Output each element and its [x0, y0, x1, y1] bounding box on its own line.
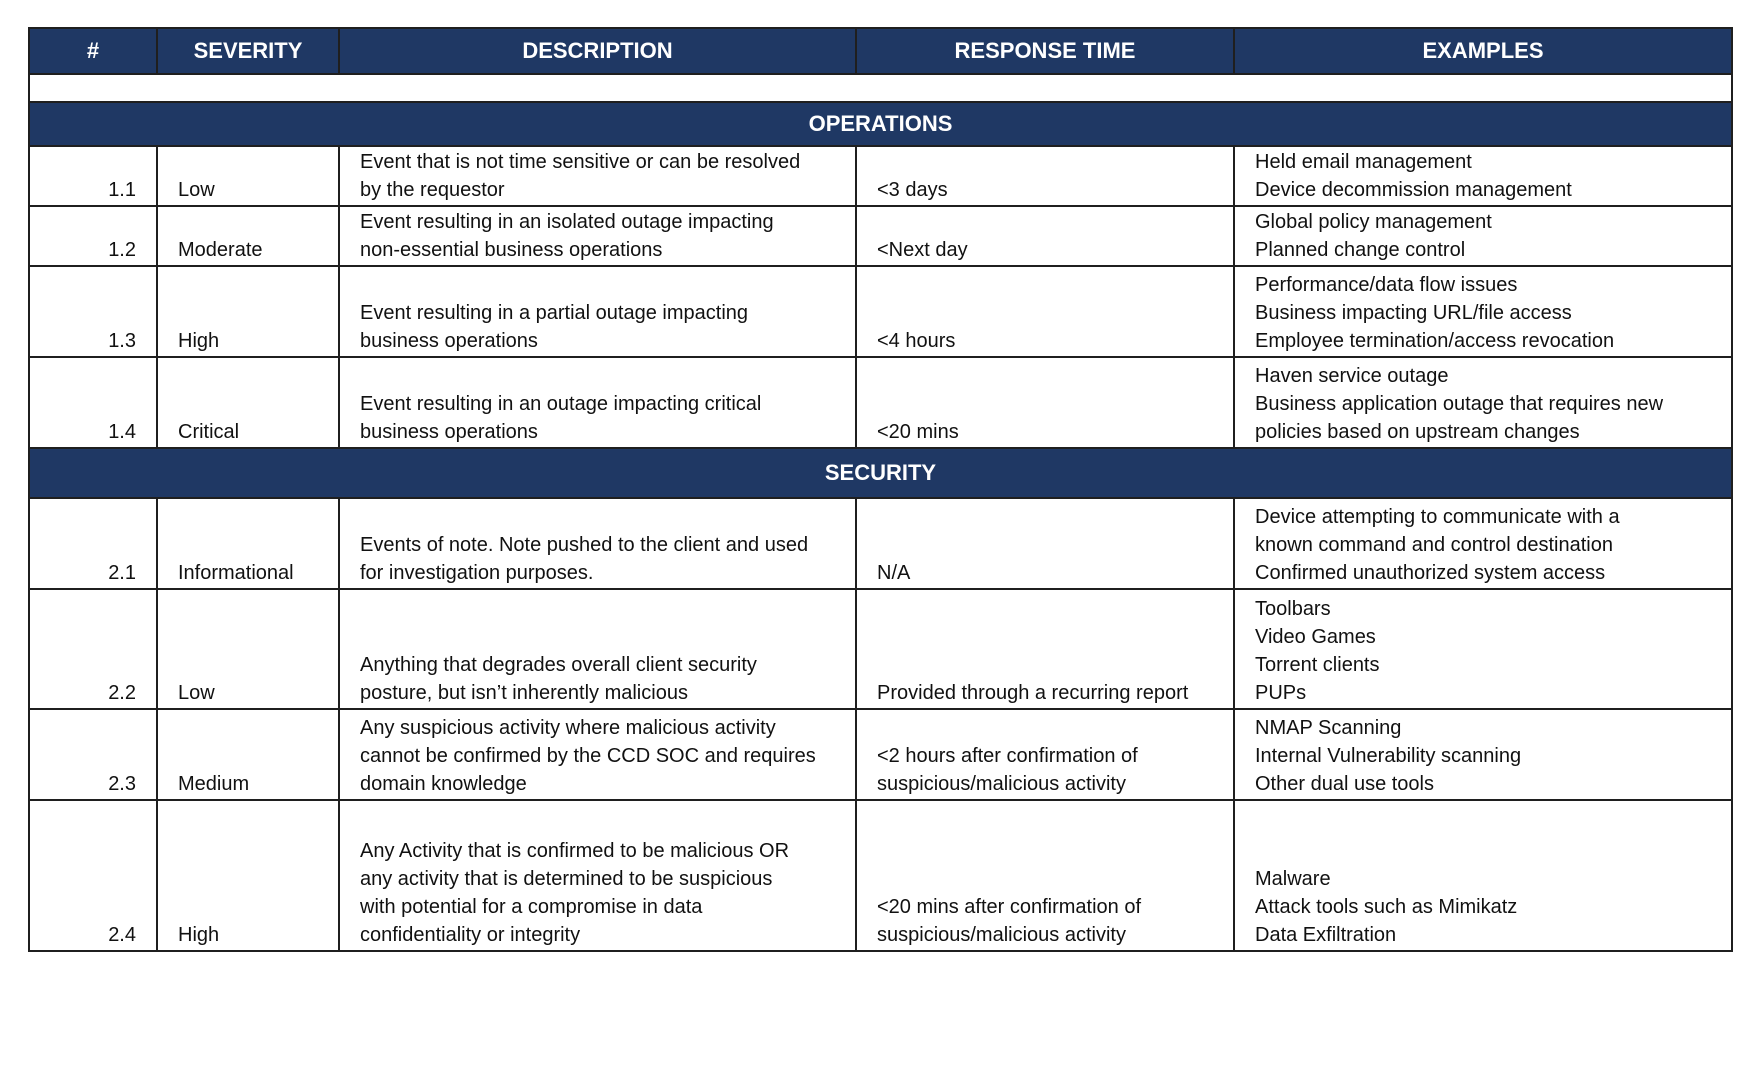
examples-cell-line: Torrent clients: [1255, 654, 1380, 676]
examples-cell-line: Employee termination/access revocation: [1255, 330, 1615, 352]
examples-cell-line: Toolbars: [1255, 598, 1331, 620]
severity-cell: Informational: [157, 498, 339, 589]
severity-cell: High: [157, 266, 339, 357]
response-time-cell-line: <3 days: [877, 179, 948, 201]
examples-cell: [1234, 589, 1732, 709]
examples-cell-line: Held email management: [1255, 151, 1472, 173]
col-header-description: DESCRIPTION: [339, 28, 856, 74]
examples-cell-line: Device attempting to communicate with a: [1255, 506, 1620, 528]
severity-cell: Medium: [157, 709, 339, 800]
description-cell-line: Event resulting in a partial outage impacting: [360, 302, 749, 324]
col-header-examples: EXAMPLES: [1234, 28, 1732, 74]
section-title: OPERATIONS: [29, 102, 1732, 146]
table-row: [29, 800, 1732, 951]
examples-cell-line: Other dual use tools: [1255, 773, 1434, 795]
col-header-severity: SEVERITY: [157, 28, 339, 74]
table-row: [29, 709, 1732, 800]
row-number: 2.3: [29, 709, 157, 800]
response-time-cell: [856, 800, 1234, 951]
description-cell: [339, 266, 856, 357]
row-number: 1.3: [29, 266, 157, 357]
row-number: 2.4: [29, 800, 157, 951]
examples-cell-line: Global policy management: [1255, 211, 1492, 233]
description-cell-line: posture, but isn’t inherently malicious: [360, 682, 688, 704]
row-number: 1.2: [29, 206, 157, 266]
description-cell-line: business operations: [360, 421, 538, 443]
table-row: [29, 357, 1732, 448]
examples-cell-line: NMAP Scanning: [1255, 717, 1402, 739]
severity-cell: Moderate: [157, 206, 339, 266]
description-cell-line: with potential for a compromise in data: [360, 896, 703, 918]
response-time-cell: [856, 498, 1234, 589]
description-cell-line: Event resulting in an isolated outage impacting: [360, 211, 774, 233]
response-time-cell: [856, 206, 1234, 266]
description-cell: [339, 146, 856, 206]
response-time-cell: [856, 146, 1234, 206]
row-number: 1.1: [29, 146, 157, 206]
section-row-security: [29, 448, 1732, 498]
table-row: [29, 266, 1732, 357]
section-row-operations: [29, 102, 1732, 146]
description-cell-line: non-essential business operations: [360, 239, 663, 261]
examples-cell: [1234, 206, 1732, 266]
severity-table: [28, 27, 1733, 952]
severity-cell: Low: [157, 589, 339, 709]
table-row: [29, 206, 1732, 266]
severity-cell: Low: [157, 146, 339, 206]
spacer-row: [29, 74, 1732, 102]
description-cell-line: domain knowledge: [360, 773, 527, 795]
description-cell: [339, 800, 856, 951]
severity-cell: Critical: [157, 357, 339, 448]
examples-cell: [1234, 357, 1732, 448]
examples-cell-line: Internal Vulnerability scanning: [1255, 745, 1522, 767]
description-cell: [339, 589, 856, 709]
description-cell-line: for investigation purposes.: [360, 562, 594, 584]
response-time-cell-line: <20 mins: [877, 421, 959, 443]
description-cell-line: Any suspicious activity where malicious activity: [360, 717, 776, 739]
description-cell-line: Event that is not time sensitive or can be resolved: [360, 151, 801, 173]
description-cell: [339, 498, 856, 589]
response-time-cell-line: suspicious/malicious activity: [877, 924, 1126, 946]
description-cell: [339, 206, 856, 266]
response-time-cell-line: <Next day: [877, 239, 968, 261]
description-cell: [339, 357, 856, 448]
table-body: [29, 74, 1732, 951]
examples-cell-line: Haven service outage: [1255, 365, 1449, 387]
examples-cell: [1234, 498, 1732, 589]
response-time-cell-line: <2 hours after confirmation of: [877, 745, 1138, 767]
description-cell-line: confidentiality or integrity: [360, 924, 581, 946]
examples-cell: [1234, 709, 1732, 800]
response-time-cell-line: <4 hours: [877, 330, 956, 352]
description-cell-line: Events of note. Note pushed to the client and used: [360, 534, 809, 556]
row-number: 1.4: [29, 357, 157, 448]
examples-cell-line: Data Exfiltration: [1255, 924, 1397, 946]
response-time-cell-line: N/A: [877, 562, 911, 584]
examples-cell-line: Device decommission management: [1255, 179, 1572, 201]
examples-cell-line: Malware: [1255, 868, 1331, 890]
examples-cell-line: PUPs: [1255, 682, 1307, 704]
examples-cell-line: Confirmed unauthorized system access: [1255, 562, 1606, 584]
response-time-cell-line: Provided through a recurring report: [877, 682, 1189, 704]
response-time-cell: [856, 709, 1234, 800]
response-time-cell: [856, 266, 1234, 357]
description-cell-line: by the requestor: [360, 179, 505, 201]
examples-cell-line: known command and control destination: [1255, 534, 1613, 556]
examples-cell: [1234, 266, 1732, 357]
response-time-cell: [856, 357, 1234, 448]
col-header-response-time: RESPONSE TIME: [856, 28, 1234, 74]
description-cell-line: Any Activity that is confirmed to be malicious OR: [360, 840, 790, 862]
header-row: [29, 28, 1732, 74]
description-cell-line: Anything that degrades overall client security: [360, 654, 757, 676]
description-cell: [339, 709, 856, 800]
table-row: [29, 589, 1732, 709]
examples-cell-line: Business impacting URL/file access: [1255, 302, 1572, 324]
examples-cell-line: policies based on upstream changes: [1255, 421, 1580, 443]
examples-cell: [1234, 800, 1732, 951]
description-cell-line: business operations: [360, 330, 538, 352]
examples-cell-line: Attack tools such as Mimikatz: [1255, 896, 1518, 918]
examples-cell-line: Business application outage that requires new: [1255, 393, 1664, 415]
description-cell-line: any activity that is determined to be suspicious: [360, 868, 773, 890]
examples-cell-line: Video Games: [1255, 626, 1376, 648]
examples-cell: [1234, 146, 1732, 206]
col-header-number: #: [29, 28, 157, 74]
examples-cell-line: Performance/data flow issues: [1255, 274, 1518, 296]
row-number: 2.1: [29, 498, 157, 589]
table-row: [29, 146, 1732, 206]
response-time-cell: [856, 589, 1234, 709]
response-time-cell-line: <20 mins after confirmation of: [877, 896, 1142, 918]
section-title: SECURITY: [29, 448, 1732, 498]
description-cell-line: cannot be confirmed by the CCD SOC and requires: [360, 745, 816, 767]
severity-cell: High: [157, 800, 339, 951]
severity-matrix: [28, 27, 1731, 952]
table-row: [29, 498, 1732, 589]
description-cell-line: Event resulting in an outage impacting critical: [360, 393, 762, 415]
row-number: 2.2: [29, 589, 157, 709]
response-time-cell-line: suspicious/malicious activity: [877, 773, 1126, 795]
examples-cell-line: Planned change control: [1255, 239, 1466, 261]
